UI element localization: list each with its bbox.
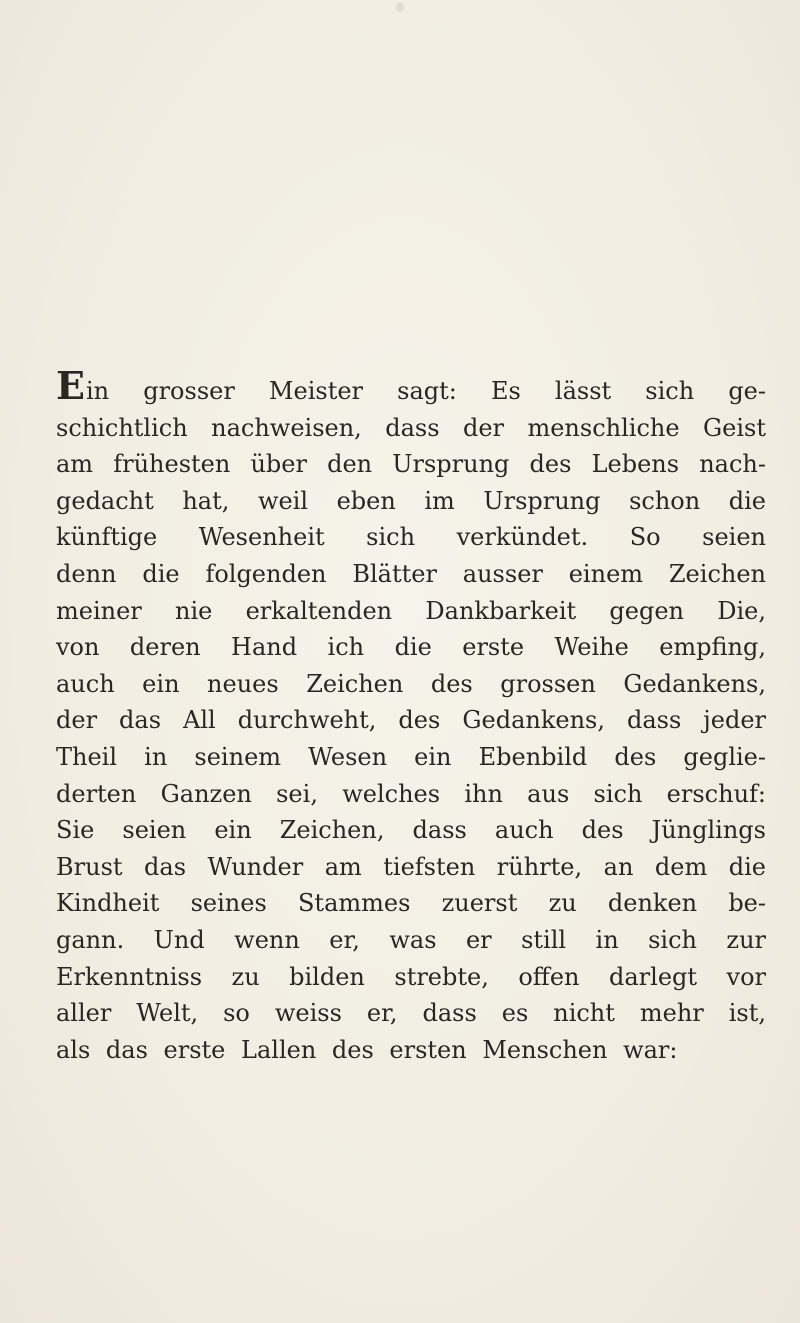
text-line: von deren Hand ich die erste Weihe empfing, bbox=[56, 633, 766, 662]
text-line: der das All durchweht, des Gedankens, dass jeder bbox=[56, 706, 766, 735]
text-line: meiner nie erkaltenden Dankbarkeit gegen Die, bbox=[56, 596, 766, 625]
text-line: auch ein neues Zeichen des grossen Gedankens, bbox=[56, 669, 766, 698]
body-text bbox=[56, 363, 766, 1068]
text-line-last: als das erste Lallen des ersten Menschen war: bbox=[56, 1035, 678, 1064]
text-line: Erkenntniss zu bilden strebte, offen darlegt vor bbox=[56, 962, 766, 991]
text-line: schichtlich nachweisen, dass der menschliche Geist bbox=[56, 413, 766, 442]
drop-cap: E bbox=[56, 363, 85, 408]
text-line: Sie seien ein Zeichen, dass auch des Jünglings bbox=[56, 816, 766, 845]
text-line: am frühesten über den Ursprung des Lebens nach- bbox=[56, 450, 766, 479]
text-line: gedacht hat, weil eben im Ursprung schon die bbox=[56, 486, 766, 515]
text-line: gann. Und wenn er, was er still in sich zur bbox=[56, 925, 766, 954]
text-line: denn die folgenden Blätter ausser einem Zeichen bbox=[56, 559, 766, 588]
text-line-1-rest: in grosser Meister sagt: Es lässt sich ge- bbox=[85, 377, 766, 405]
text-line: derten Ganzen sei, welches ihn aus sich erschuf: bbox=[56, 779, 766, 808]
text-line: Kindheit seines Stammes zuerst zu denken be- bbox=[56, 889, 766, 918]
text-line: künftige Wesenheit sich verkündet. So seien bbox=[56, 523, 766, 552]
text-line: aller Welt, so weiss er, dass es nicht mehr ist, bbox=[56, 999, 766, 1028]
text-line: Theil in seinem Wesen ein Ebenbild des geglie- bbox=[56, 742, 766, 771]
paper-smudge bbox=[396, 2, 404, 12]
text-line: Brust das Wunder am tiefsten rührte, an dem die bbox=[56, 852, 766, 881]
text-line-1 bbox=[56, 363, 766, 410]
